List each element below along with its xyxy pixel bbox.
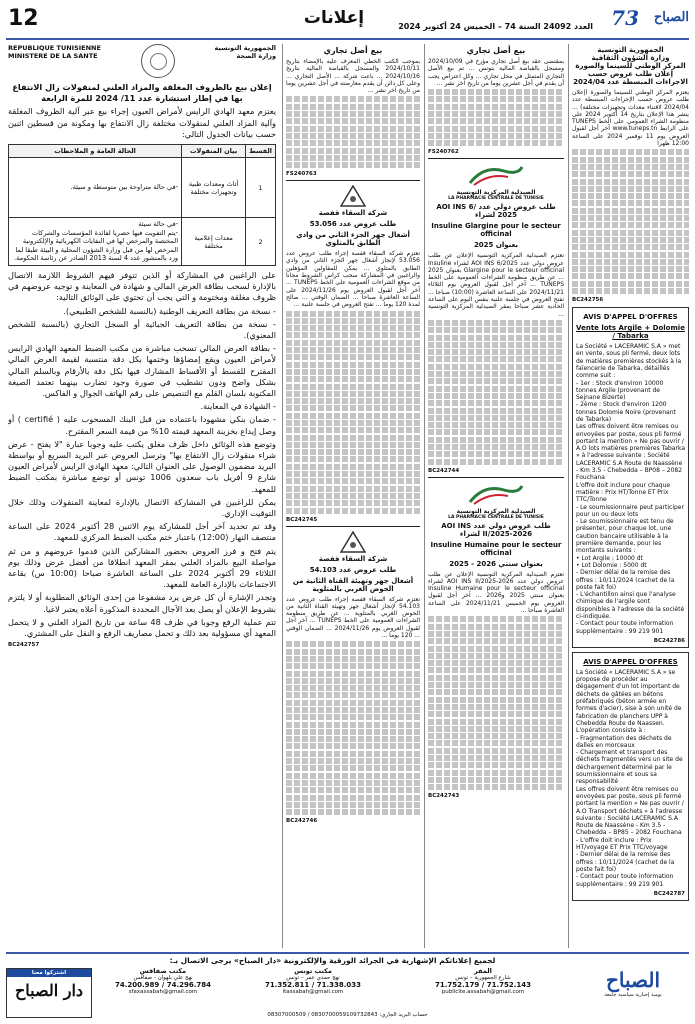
ao-heading: طلب عروض دولي عدد AOI INS 6/ 2025 لشراء	[436, 203, 556, 220]
footer-account: حساب البريد الجاري: 0830700059109732843 / 08307000509	[267, 1012, 428, 1018]
co2-heading: شركة السقاء قفصة	[318, 554, 388, 563]
lot-note: -في حالة سيئة -يتم التفويت فيها حصريا لفائدة المؤسسات والشركات المختصة والمرخص لها في النفايات الكهربائية والإلكترونية المرخص لها من قبل وزارة الشؤون المحلية و البيئة طبقا لما ورد بالمنشور عدد 4 لسنة 2013 الصادر عن رئاسة الحكومة.	[9, 218, 182, 266]
ao-product: Insuline Glargine pour le secteur officinal	[431, 222, 561, 239]
gafsa-logo-icon	[340, 185, 366, 207]
notice-p11: وتجدر الإشارة أن كل عرض يرد مشفوعا من إحدى الوثائق المطلوبة أو لا يلتزم بشروط الإعلان أو يصل بعد الآجال المحددة المذكورة أعلاه يعتبر لاغيا.	[8, 592, 276, 614]
cnci-notice: يعتزم المركز الوطني للسينما والصورة (إعلان طلب عروض حسب الإجراءات المبسطة عدد 2024/04 لاقتناء معدات وتجهيزات مختلفة) ... ينشر هذا الإعلان بتاريخ 14 أكتوبر 2024 على منظومة الشراء العمومي على الخط TUNEPS على الرابط www.tuneps.tn آخر أجل لقبول العروض يوم 11 نوفمبر 2024 على الساعة 12:00 ظهرا	[572, 89, 689, 148]
col-lot: القسط	[246, 145, 276, 158]
lot-number: 1	[246, 158, 276, 218]
lot-desc: معدات إعلامية مختلفة	[182, 218, 246, 266]
section-title: إعلانات	[303, 8, 365, 28]
ao2-product: Insuline Humaine pour le secteur officinal	[430, 540, 562, 557]
col-desc: بيان المنقولات	[182, 145, 246, 158]
footer-banner: لجميع إعلاناتكم الإشهارية في الجرائد الورقية والإلكترونية «دار الصباح» يرجى الاتصال بـ:	[169, 956, 496, 965]
sale-ref: FS240762	[428, 149, 459, 156]
sale-heading: بيع أصل تجاري	[466, 46, 526, 55]
column-2	[428, 44, 564, 948]
notice-p4: - بطاقة العرض المالي تسحب مباشرة من مكتب الضبط المعهد الهادي الرايس لأمراض العيون ويقع إمضاؤها وختمها بكل دقة منتسبة لقيمة العرض المالي المقترح للقسط أو الأقساط المشارك فيها بكل دقة بالأرقام وبالسلم المالي بشكل واضح ودون تشطيب في صورة وجود تضارب بينهما تعتمد الصيغة المكتوبة بلسان القلم مع التنصيص على رقم الهاتف الجوال و الفاكس.	[8, 343, 276, 399]
co2-ref: BC242746	[286, 818, 318, 825]
dar-assabah-mark: دار الصباح	[14, 981, 84, 1000]
footer	[6, 952, 689, 1018]
office-address: نهج علي بلهوان - صفاقس	[133, 975, 193, 981]
pct-logo-icon	[464, 163, 528, 189]
office-title: مكتب تونس	[294, 967, 332, 975]
notice-lot-argile	[572, 307, 689, 648]
co1-heading: شركة السقاء قفصة	[318, 209, 388, 218]
pct-logo-block	[428, 163, 564, 201]
office-phone: 74.200.989 / 74.296.784	[115, 981, 211, 989]
ao2-body: تعتزم الصيدلية المركزية التونسية الإعلان عن طلب عروض دولي عدد AOI INS II/2025-2026 لشراء Insuline Humaine pour le secteur officinal بعنوان سنتي 2025 و2026 ... آخر أجل لقبول العروض يوم الخميس 2024/11/21 على الساعة العاشرة صباحا ...	[428, 570, 564, 615]
page-number: 12	[8, 6, 39, 31]
logo-name: الصباح	[653, 10, 689, 25]
notice-p8: يمكن للراغبين في المشاركة الاتصال بالإدارة لمعاينة المنقولات وذلك خلال التوقيت الإداري.	[8, 496, 276, 519]
issue-info: العدد 24092 السنة 74 – الخميس 24 أكتوبر 2024	[398, 22, 593, 31]
notice-body: La Société « LACERAMIC S.A » met en vente, sous pli fermé, deux lots de matières premières stockés à la faïencerie de Tabarka, détaillés comme suit : - 1er : Stock d'environ 10000 tonnes Argile (provenant de Sejnane Bizerte) - 2ème : Stock d'environ 1200 tonnes Dolomie Noire (provenant de Tabarka) Les offres doivent être remises ou envoyées par poste, sous pli fermé portant la mention « Ne pas ouvrir / A.O lots matières premières Tabarka » à l'adresse suivante : Société LACERAMIC S.A Route de Naassène - Km 3.5 - Chebedda – BP08 – 2082 Fouchana L'offre doit inclure pour chaque matière : Prix HT/Tonne ET Prix TTC/Tonne - Le soumissionnaire peut participer pour un ou deux lots - Le soumissionnaire est tenu de présenter, pour chaque lot, une caution bancaire utilisable à la première demande, pour les montants suivants : • Lot Argile : 10000 dt • Lot Dolomie : 5000 dt - Dernier délai de la remise des offres : 10/11/2024 (cachet de la poste fait foi) - L'échantillon ainsi que l'analyse chimique de l'argile sont disponibles à l'adresse de la société ci-indiquée. - Contact pour toute information supplémentaire : 99 219 901	[576, 343, 685, 635]
sale-ref: FS240763	[286, 171, 317, 178]
office-hq	[398, 968, 568, 1016]
notice-p1: على الراغبين في المشاركة أو الذين تتوفر فيهم الشروط اللازمة الاتصال بالإدارة لسحب بطاقة العرض المالي و شهادة في المعاينة و توجيه عروضهم في ظروف مغلقة ومختومة و التي يجب أن تحتوي على الوثائق التالية:	[8, 269, 276, 303]
co2-topic: أشغال جهر وتهيئة القناة الثانية من الحوض الغربي بالمتلوية	[292, 576, 414, 593]
ao2-year: بعنوان سنتي 2026 - 2025	[449, 559, 543, 568]
pct-name: الصيدلية المركزية التونسية	[456, 189, 536, 197]
notice-title: AVIS D'APPEL D'OFFRES	[583, 657, 678, 666]
ao2-ref: BC242743	[428, 793, 460, 800]
footer-logo	[577, 968, 689, 1018]
ministry-seal-icon	[141, 44, 175, 78]
notice-p6: - ضمان بنكي مشهودا باعتماده من قبل البنك المسحوب عليه ( certifié ) أو وصل إيداع بخزينة المعهد قيمته 10% من قيمة السعر المقترح.	[8, 414, 276, 436]
notice-p10: يتم فتح و فرز العروض بحضور المشاركين الذين قدموا عروضهم و من ثم مواصلة البيع بالمزاد العلني بمقر المعهد انطلاقا من أفضل عرض وذلك يوم الثلاثاء 29 أكتوبر 2024 على الساعة العاشرة صباحا (10:00 س) بقاعة الاجتماعات بالإدارة العامة للمعهد.	[8, 545, 276, 590]
cnci-header: الجمهورية التونسية وزارة الشؤون الثقافية المركز الوطني للسينما والصورة إعلان طلب عروض حسب الاجراءات المبسطة عدد 2024/04	[573, 46, 688, 86]
lot-number: 2	[246, 218, 276, 266]
office-tunis	[238, 968, 388, 1016]
co2-body: تعتزم شركة السقاء قفصة إجراء طلب عروض عدد 54.103 لإنجاز أشغال جهر وتهيئة القناة الثانية من الحوض الغربي بالمتلوية ... عن طريق منظومة الشراءات العمومية على الخط TUNEPS ... آخر أجل لقبول العروض يوم 2024/11/26 ... الضمان الوقتي ... 120 يوما ...	[286, 595, 420, 640]
co1-sub: طلب عروض عدد 53.056	[309, 220, 397, 229]
col-notes: الحالة العامة و الملاحظات	[9, 145, 182, 158]
footer-logo-tagline: يومية إخبارية سياسية جامعة	[604, 992, 662, 998]
co2-sub: طلب عروض عدد 54.103	[309, 565, 397, 574]
office-email[interactable]: ltassabah@gmail.com	[282, 989, 344, 995]
pct-logo-icon	[464, 482, 528, 508]
lots-table	[8, 144, 276, 266]
republic-ar: الجمهورية التونسية وزارة الصحة	[214, 44, 276, 60]
table-header-row	[9, 145, 276, 158]
notice-p9: وقد تم تحديد آخر أجل للمشاركة يوم الاثنين 28 أكتوبر 2024 على الساعة منتصف النهار (12:00) باعتبار ختم مكتب الضبط المركزي للمعهد.	[8, 521, 276, 543]
office-sfax	[98, 968, 228, 1016]
co1-ref: BC242745	[286, 516, 318, 523]
notice-p5: - الشهادة في المعاينة.	[200, 401, 276, 412]
lot-desc: أثاث ومعدات طبية وتجهيزات مختلفة	[182, 158, 246, 218]
pct-logo-block-2	[428, 482, 564, 520]
sale-heading: بيع أصل تجاري	[323, 46, 383, 55]
notice-p2: - نسخة من بطاقة التعريف الوطنية (بالنسبة للشخص الطبيعي).	[63, 305, 276, 316]
logo-number: 73	[611, 6, 639, 30]
ao2-heading: طلب عروض دولي عدد AOI INS II/2025-2026 لشراء	[441, 521, 551, 538]
gafsa-logo-block	[286, 185, 420, 207]
notice-p3: - نسخة من بطاقة التعريف الجبائية أو السجل التجاري (بالنسبة للشخص المعنوي).	[8, 318, 276, 340]
office-title: مكتب صفاقس	[139, 967, 187, 975]
column-3	[286, 44, 420, 948]
notice-ref: BC242787	[653, 890, 685, 897]
office-email[interactable]: publicite.assabah@gmail.com	[441, 989, 525, 995]
notice-title: إعلان بيع بالظروف المغلقة والمزاد العلني لمنقولات زال الانتفاع بها في إطار استشارة عدد 11/ 2024 للمرة الرابعة	[12, 82, 272, 104]
notice-ref: BC242786	[653, 637, 685, 644]
lot-note: -في حالة متراوحة بين متوسطة و سيئة.	[9, 158, 182, 218]
notice-subtitle: Vente lots Argile + Dolomie / Tabarka	[576, 324, 685, 341]
table-row	[9, 158, 276, 218]
cnci-ref: BC242756	[572, 297, 604, 304]
gafsa-logo-block-2	[286, 531, 420, 553]
republic-fr: REPUBLIQUE TUNISIENNE MINISTERE DE LA SANTE	[8, 44, 101, 60]
masthead-rule	[6, 38, 689, 40]
notice-intro: يعتزم معهد الهادي الرايس لأمراض العيون إجراء بيع عبر آلية الظروف المغلقة وآلية المزاد العلني لمنقولات مختلفة زال الانتفاع بها ومكونة من قسطين اثنين حسب بيانات الجدول التالي:	[8, 106, 276, 139]
gafsa-logo-icon	[340, 531, 366, 553]
column-1	[572, 44, 689, 948]
notice-transport-dechets	[572, 652, 689, 901]
footer-subscribe-box	[6, 968, 92, 1018]
ao-body: تعتزم الصيدلية المركزية التونسية الإعلان عن طلب عروض دولي عدد AOI INS 6/2025 لشراء Insuline Glargine pour le secteur officinal بعنوان 2025 ... عن طريق منظومة الشراءات العمومية على الخط TUNEPS ... آخر أجل لقبول العروض يوم الثلاثاء 2024/11/21 على الساعة العاشرة (10:00) صباحا ... تفتح العروض في جلسة علنية بنفس اليوم على الساعة الحادية عشر صباحا بمقر الصيدلية المركزية التونسية ...	[428, 252, 564, 318]
ao-year: بعنوان 2025	[473, 241, 519, 250]
column-ministry-notice	[8, 44, 276, 948]
subscribe-label: اشتركوا معنا	[7, 969, 91, 977]
footer-logo-name: الصباح	[605, 968, 661, 992]
office-phone: 71.352.811 / 71.338.033	[265, 981, 361, 989]
pct-subtitle: LA PHARMACIE CENTRALE DE TUNISIE	[448, 514, 544, 520]
co1-body: تعتزم شركة السقاء قفصة إجراء طلب عروض عدد 53.056 لإنجاز أشغال جهر الجزء الثاني من وادي الطابق بالمتلوي ... يمكن للمقاولين المؤهلين والراغبين في المشاركة سحب كراس الشروط مجانا من موقع الشراءات العمومية على الخط TUNEPS ... آخر أجل لقبول العروض يوم 2024/11/26 على الساعة العاشرة صباحا ... الضمان الوقتي ... صالح لمدة 120 يوما ... تفتح العروض في جلسة علنية ...	[286, 250, 420, 309]
table-row	[9, 218, 276, 266]
notice-p7: وتوضع هذه الوثائق داخل ظرف مغلق يكتب عليه وجوبا عبارة "لا يفتح - عرض شراء منقولات زال الانتفاع بها" وترسل العروض عبر البريد السريع أو بواسطة البريد مضمون الوصول على العنوان التالي: معهد الهادي الرايس لأمراض العيون شارع 9 أفريل باب سعدون 1006 تونس أو توضع مباشرة بمكتب الضبط للمعهد.	[8, 438, 276, 494]
co1-topic: أشغال جهر الجزء الثاني من وادي الطابق بالمتلوي	[296, 231, 410, 248]
masthead	[6, 6, 689, 36]
notice-ref: BC242757	[8, 642, 40, 649]
ao-ref: BC242744	[428, 467, 460, 474]
office-address: نهج حمدي عمر – تونس	[286, 975, 340, 981]
office-address: شارع الجمهورية – تونس	[455, 975, 511, 981]
office-phone: 71.752.179 / 71.752.143	[435, 981, 531, 989]
sale-notice: بمقتضى عقد بيع أصل تجاري مؤرخ في 2024/10/09 ومسجل بالقباضة المالية بتونس ... تم بيع الأصل التجاري المتمثل في محل تجاري ... وكل اعتراض يجب أن يقدم في أجل عشرين يوما من تاريخ آخر نشر ...	[428, 58, 564, 87]
office-title: المقر	[474, 967, 492, 975]
notice-title: AVIS D'APPEL D'OFFRES	[583, 313, 678, 322]
pct-subtitle: LA PHARMACIE CENTRALE DE TUNISIE	[448, 196, 544, 202]
notice-p12: تتم عملية الرفع وجوبا في ظرف 48 ساعة من تاريخ المزاد العلني و لا يتحمل المعهد أي مسؤولية بعد ذلك و تحمل مصاريف الرفع و النقل على المشتري.	[8, 616, 276, 639]
office-email[interactable]: sfaxassabah@gmail.com	[128, 989, 198, 995]
newspaper-logo	[603, 6, 689, 32]
sale-notice: بموجب الكتب الخطي المعرف عليه بالإمضاء بتاريخ 2024/10/11 والمسجل بالقباضة المالية بتاريخ 2024/10/16 ... باعت شركة ... الأصل التجاري ... وعلى كل دائن أن يقدم معارضته في أجل عشرين يوما من تاريخ آخر نشر ...	[286, 58, 420, 95]
pct-name: الصيدلية المركزية التونسية	[456, 507, 536, 515]
notice-header	[8, 44, 276, 78]
notice-body: La Société « LACERAMIC S.A » se propose de procéder au dégagement d'un lot important de déchets de gâtées en bétons préfabriqués (béton armée en formes d'acier), sise à son unité de fabrication de planchers UPP à Chebedda Route de Naassen. L'opération consiste à : - Fragmentation des déchets de dalles en morceaux - Chargement et transport des déchets fragmentés vers un site de déchargement déterminé par le soumissionnaire et sous sa responsabilité Les offres doivent être remises ou envoyées par poste, sous pli fermé portant la mention « Ne pas ouvrir / A.O Transport déchets » à l'adresse suivante : Société LACERAMIC S.A Route de Naassène - Km 3.5 - Chebedda – BP85 – 2082 Fouchana - L'offre doit inclure : Prix HT/voyage ET Prix TTC/voyage - Dernier délai de la remise des offres : 10/11/2024 (cachet de la poste fait foi) - Contact pour toute information supplémentaire : 99 219 901	[576, 668, 684, 888]
